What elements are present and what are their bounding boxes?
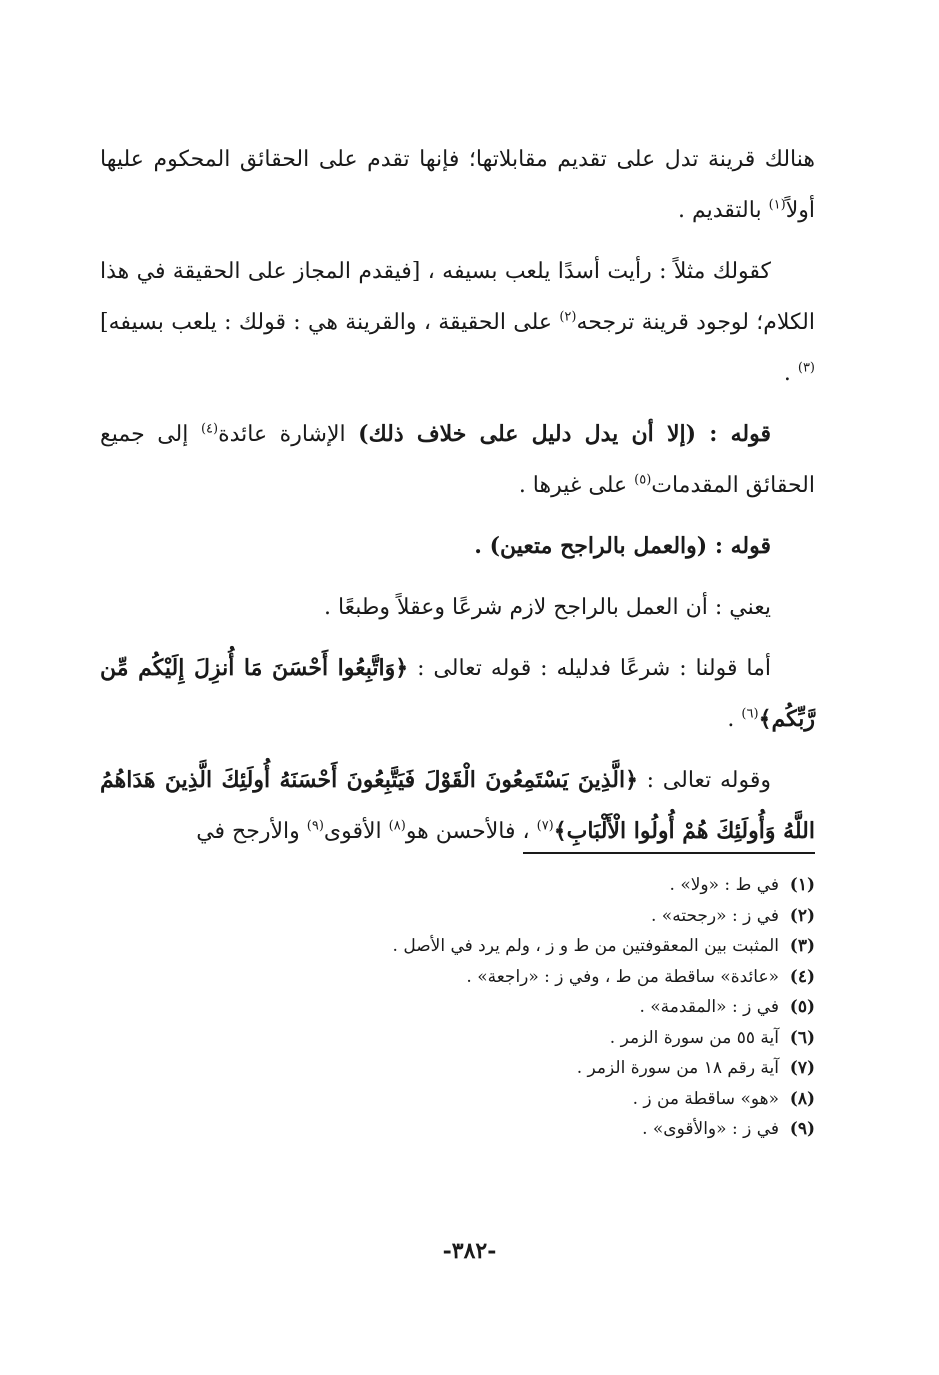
text-run: وقوله تعالى : <box>637 768 771 793</box>
footnote-item <box>100 1114 815 1145</box>
text-run: . <box>727 707 742 732</box>
footnote-text: في ز : «المقدمة» . <box>639 997 779 1017</box>
footnote-number: (٨) <box>789 1088 815 1109</box>
footnote-ref: (٧) <box>536 818 554 834</box>
text-run: على الحقيقة ، والقرينة هي : قولك : يلعب بسيفه] <box>100 310 560 335</box>
text-run: بالتقديم . <box>677 198 769 223</box>
footnote-number: (٦) <box>789 1027 815 1048</box>
footnote-text: في ز : «رجحته» . <box>651 905 779 926</box>
paragraph-p6 <box>100 643 815 745</box>
text-run: والأرجح في <box>196 819 307 844</box>
paragraph-p4 <box>100 521 815 572</box>
footnote-number: (٩) <box>789 1119 815 1139</box>
text-run: أما قولنا : شرعًا فدليله : قوله تعالى : <box>408 656 772 681</box>
footnote-ref: (٤) <box>200 421 219 437</box>
footnote-ref: (١) <box>768 197 786 213</box>
footnote-number: (٥) <box>789 997 815 1017</box>
text-run: على غيرها . <box>518 473 635 498</box>
text-run: . <box>783 361 798 386</box>
footnote-number: (٤) <box>789 966 815 987</box>
bold-text: ﴿الَّذِينَ يَسْتَمِعُونَ الْقَوْلَ فَيَتَّبِعُونَ أَحْسَنَهُ أُولَئِكَ الَّذِينَ هَدَاهُمُ اللَّهُ وَأُولَئِكَ هُمْ أُولُوا الْأَلْبَابِ﴾ <box>100 767 815 844</box>
paragraph-p5 <box>100 582 815 633</box>
footnote-separator <box>523 852 815 854</box>
footnote-item <box>100 1023 815 1054</box>
footnote-ref: (٩) <box>306 818 324 834</box>
text-run: هنالك قرينة تدل على تقديم مقابلاتها؛ فإنها تقدم على الحقائق المحكوم عليها أولاً <box>100 147 815 223</box>
footnote-text: آية ٥٥ من سورة الزمر . <box>609 1027 779 1048</box>
bold-text: ﴿وَاتَّبِعُوا أَحْسَنَ مَا أُنزِلَ إِلَيْكُم مِّن رَّبِّكُم﴾ <box>100 655 815 732</box>
footnote-ref: (٦) <box>741 706 759 722</box>
paragraph-p3 <box>100 409 815 511</box>
footnote-text: في ط : «ولا» . <box>669 875 779 895</box>
text-run: الإشارة عائدة <box>218 422 359 447</box>
paragraph-p2 <box>100 246 815 399</box>
footnote-text: «هو» ساقطة من ز . <box>632 1088 779 1109</box>
footnote-item <box>100 1053 815 1084</box>
text-run: كقولك مثلاً : رأيت أسدًا يلعب بسيفه ، [فيقدم المجاز على الحقيقة في هذا الكلام؛ لوجود قرينة ترجحه <box>100 259 816 335</box>
footnote-item <box>100 1084 815 1115</box>
footnote-text: المثبت بين المعقوفتين من ط و ز ، ولم يرد في الأصل . <box>392 936 779 956</box>
footnote-ref: (٥) <box>634 472 652 488</box>
page-number: -٣٨٢- <box>442 1238 497 1264</box>
footnote-number: (٢) <box>789 905 815 926</box>
footnote-item <box>100 992 815 1023</box>
footnote-item <box>100 870 815 901</box>
footnote-text: آية رقم ١٨ من سورة الزمر . <box>576 1058 779 1078</box>
footnote-number: (١) <box>789 875 815 895</box>
footnote-item <box>100 931 815 962</box>
main-text <box>100 134 815 867</box>
text-run: إلى جميع الحقائق المقدمات <box>100 422 815 498</box>
paragraph-p7 <box>100 755 815 857</box>
footnote-item <box>100 901 815 932</box>
bold-text: قوله : (والعمل بالراجح متعين) . <box>474 533 771 559</box>
paragraph-p1 <box>100 134 815 236</box>
footnote-text: في ز : «والأقوى» . <box>642 1119 779 1139</box>
footnote-item <box>100 962 815 993</box>
footnote-ref: (٣) <box>797 360 815 376</box>
footnotes-list <box>100 870 815 1145</box>
footnote-ref: (٢) <box>559 309 577 325</box>
bold-text: قوله : (إلا أن يدل دليل على خلاف ذلك) <box>358 421 771 447</box>
footnote-number: (٧) <box>789 1058 815 1078</box>
footnote-text: «عائدة» ساقطة من ط ، وفي ز : «راجعة» . <box>466 966 779 987</box>
footnote-number: (٣) <box>789 936 815 956</box>
footnote-ref: (٨) <box>388 818 406 834</box>
text-run: ، فالأحسن هو <box>405 819 537 844</box>
text-run: يعني : أن العمل بالراجح لازم شرعًا وعقلاً وطبعًا . <box>323 595 771 620</box>
text-run: الأقوى <box>323 819 389 844</box>
